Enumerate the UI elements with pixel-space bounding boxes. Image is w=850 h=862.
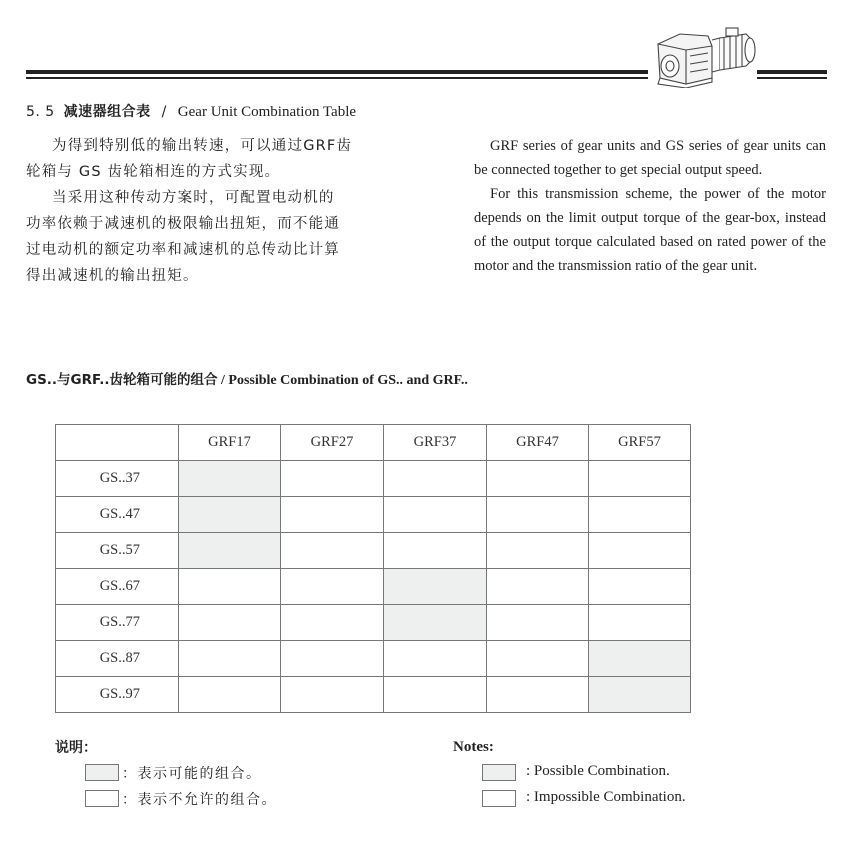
combination-cell xyxy=(281,569,384,605)
combination-cell xyxy=(281,641,384,677)
header-rule-right-thick xyxy=(757,70,827,74)
column-header: GRF27 xyxy=(281,425,384,461)
combination-cell xyxy=(384,461,487,497)
row-header: GS..77 xyxy=(56,605,179,641)
header-rule-left-thick xyxy=(26,70,648,74)
column-header: GRF47 xyxy=(487,425,589,461)
header-rule-left-thin xyxy=(26,77,648,79)
header-rule-right-thin xyxy=(757,77,827,79)
legend-swatch-impossible-en xyxy=(482,790,516,807)
intro-cn-line: 功率依赖于减速机的极限输出扭矩，而不能通 xyxy=(26,216,340,232)
intro-cn-line: 轮箱与 GS 齿轮箱相连的方式实现。 xyxy=(26,164,281,180)
table-row xyxy=(56,497,691,533)
combination-cell xyxy=(487,605,589,641)
combination-cell xyxy=(487,677,589,713)
combination-cell xyxy=(179,641,281,677)
table-row xyxy=(56,569,691,605)
section-title-separator: / xyxy=(161,104,167,120)
section-title-cn: 减速器组合表 xyxy=(63,104,151,120)
combination-cell-possible xyxy=(589,677,691,713)
combination-cell-possible xyxy=(384,605,487,641)
combination-table xyxy=(55,424,691,713)
intro-en xyxy=(474,134,826,278)
intro-cn xyxy=(26,133,406,289)
corner-cell xyxy=(56,425,179,461)
combination-cell xyxy=(384,497,487,533)
combination-cell xyxy=(384,641,487,677)
combination-cell xyxy=(384,677,487,713)
legend-swatch-possible-en xyxy=(482,764,516,781)
legend-possible-en: : Possible Combination. xyxy=(526,763,670,779)
legend-swatch-possible xyxy=(85,764,119,781)
column-header: GRF17 xyxy=(179,425,281,461)
row-header: GS..97 xyxy=(56,677,179,713)
combination-cell xyxy=(179,605,281,641)
intro-en-paragraph: For this transmission scheme, the power of the motor depends on the limit output torque of the gear-box, instead of the output torque calculated based on rated power of the motor and the transmission ratio of the gear unit. xyxy=(474,186,826,274)
combination-cell xyxy=(281,533,384,569)
combination-cell xyxy=(384,533,487,569)
notes-title-en: Notes: xyxy=(453,739,494,755)
table-title xyxy=(26,368,468,389)
combination-cell xyxy=(487,533,589,569)
table-title-cn: GS..与GRF..齿轮箱可能的组合 xyxy=(26,372,218,388)
combination-cell xyxy=(589,461,691,497)
combination-cell xyxy=(487,497,589,533)
combination-cell xyxy=(589,533,691,569)
combination-cell xyxy=(179,677,281,713)
combination-cell xyxy=(487,569,589,605)
table-row xyxy=(56,533,691,569)
row-header: GS..37 xyxy=(56,461,179,497)
combination-cell-possible xyxy=(384,569,487,605)
combination-cell xyxy=(589,605,691,641)
combination-cell xyxy=(487,461,589,497)
table-row xyxy=(56,605,691,641)
table-row xyxy=(56,461,691,497)
intro-cn-line: 当采用这种传动方案时，可配置电动机的 xyxy=(52,190,335,206)
column-header: GRF57 xyxy=(589,425,691,461)
combination-cell xyxy=(281,605,384,641)
combination-cell xyxy=(487,641,589,677)
combination-cell-possible xyxy=(179,461,281,497)
notes-title-cn: 说明： xyxy=(55,740,97,756)
section-title xyxy=(26,101,356,121)
legend-possible-cn: ：表示可能的组合。 xyxy=(122,766,262,782)
column-header: GRF37 xyxy=(384,425,487,461)
row-header: GS..47 xyxy=(56,497,179,533)
table-row xyxy=(56,677,691,713)
legend-impossible-cn: ：表示不允许的组合。 xyxy=(122,792,277,808)
combination-cell-possible xyxy=(179,497,281,533)
combination-cell xyxy=(281,461,384,497)
combination-cell xyxy=(281,677,384,713)
combination-cell-possible xyxy=(179,533,281,569)
row-header: GS..87 xyxy=(56,641,179,677)
combination-cell xyxy=(589,497,691,533)
legend-swatch-impossible xyxy=(85,790,119,807)
intro-en-paragraph: GRF series of gear units and GS series of gear units can be connected together to get special output speed. xyxy=(474,138,826,178)
row-header: GS..67 xyxy=(56,569,179,605)
intro-cn-line: 为得到特别低的输出转速，可以通过GRF齿 xyxy=(52,138,353,154)
table-row xyxy=(56,641,691,677)
table-title-en: / Possible Combination of GS.. and GRF.. xyxy=(217,373,468,388)
gear-unit-icon xyxy=(650,26,758,88)
table-header-row xyxy=(56,425,691,461)
intro-cn-line: 得出减速机的输出扭矩。 xyxy=(26,268,199,284)
combination-cell xyxy=(589,569,691,605)
combination-cell xyxy=(179,569,281,605)
combination-cell xyxy=(281,497,384,533)
section-title-en: Gear Unit Combination Table xyxy=(177,104,357,120)
section-number: 5. 5 xyxy=(26,104,55,120)
intro-cn-line: 过电动机的额定功率和减速机的总传动比计算 xyxy=(26,242,340,258)
row-header: GS..57 xyxy=(56,533,179,569)
legend-impossible-en: : Impossible Combination. xyxy=(526,789,686,805)
combination-cell-possible xyxy=(589,641,691,677)
